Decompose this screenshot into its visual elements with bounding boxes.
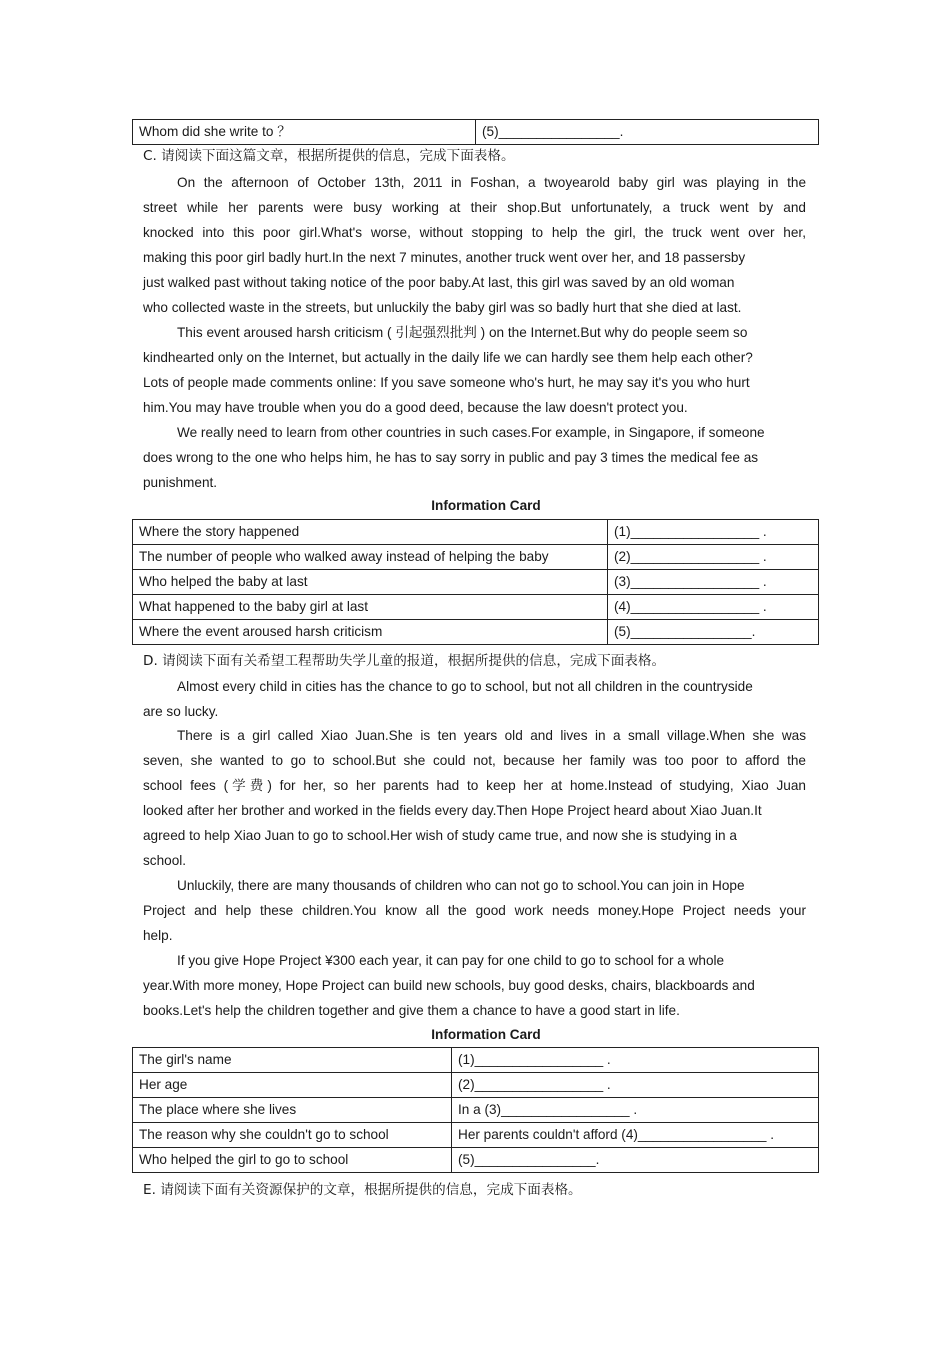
table-row: [133, 520, 819, 545]
table-row: [133, 1048, 819, 1073]
section-d-card-title: Information Card: [431, 1027, 541, 1042]
section-c-information-card: [132, 519, 819, 645]
table-answer-cell: (5)________________.: [608, 620, 819, 645]
text-line: help.: [143, 928, 173, 943]
section-d-paragraph-1: [143, 674, 806, 724]
text-line: street while her parents were busy working at their shop.But unfortunately, a truck went by and: [143, 200, 806, 215]
section-c-heading: C. 请阅读下面这篇文章，根据所提供的信息，完成下面表格。: [143, 148, 515, 164]
text-line: school fees (学费) for her, so her parents had to keep her at home.Instead of studying, Xiao Juan: [143, 778, 806, 793]
section-c-paragraph-2: [143, 320, 806, 420]
table-label-cell: Her age: [133, 1073, 452, 1098]
table-row: [133, 545, 819, 570]
text-line: year.With more money, Hope Project can build new schools, buy good desks, chairs, blackboards and: [143, 978, 755, 993]
section-d-paragraph-3: [143, 873, 806, 948]
table-label-cell: The girl's name: [133, 1048, 452, 1073]
table-row: [133, 1073, 819, 1098]
section-c-paragraph-1: [143, 170, 806, 320]
table-label-cell: The reason why she couldn't go to school: [133, 1123, 452, 1148]
table-row: [133, 570, 819, 595]
text-line: knocked into this poor girl.What's worse, without stopping to help the girl, the truck went over her,: [143, 225, 806, 240]
text-line: are so lucky.: [143, 704, 219, 719]
table-answer-cell: (5)________________.: [476, 120, 819, 145]
text-line: looked after her brother and worked in the fields every day.Then Hope Project heard about Xiao Juan.It: [143, 803, 762, 818]
table-row: [133, 620, 819, 645]
text-line: If you give Hope Project ¥300 each year, it can pay for one child to go to school for a whole: [177, 953, 725, 968]
table-label-cell: What happened to the baby girl at last: [133, 595, 608, 620]
section-d-paragraph-2: [143, 723, 806, 873]
section-d-paragraph-4: [143, 948, 806, 1023]
text-line: who collected waste in the streets, but unluckily the baby girl was so badly hurt that she died at last.: [143, 300, 742, 315]
table-label-cell: Where the story happened: [133, 520, 608, 545]
table-answer-cell: (3)_________________ .: [608, 570, 819, 595]
table-label-cell: Where the event aroused harsh criticism: [133, 620, 608, 645]
text-line: punishment.: [143, 475, 218, 490]
text-line: making this poor girl badly hurt.In the next 7 minutes, another truck went over her, and 18 passersby: [143, 250, 746, 265]
table-answer-cell: In a (3)_________________ .: [452, 1098, 819, 1123]
table-answer-cell: (2)_________________ .: [452, 1073, 819, 1098]
text-line: We really need to learn from other countries in such cases.For example, in Singapore, if someone: [177, 425, 765, 440]
table-label-cell: The place where she lives: [133, 1098, 452, 1123]
table-answer-cell: (1)_________________ .: [452, 1048, 819, 1073]
section-d-heading: D. 请阅读下面有关希望工程帮助失学儿童的报道，根据所提供的信息，完成下面表格。: [143, 653, 666, 669]
text-line: Lots of people made comments online: If you save someone who's hurt, he may say it's you who hurt: [143, 375, 750, 390]
table-answer-cell: Her parents couldn't afford (4)_________________ .: [452, 1123, 819, 1148]
text-line: him.You may have trouble when you do a good deed, because the law doesn't protect you.: [143, 400, 688, 415]
top-table: [132, 119, 819, 145]
text-line: school.: [143, 853, 187, 868]
text-line: This event aroused harsh criticism ( 引起强烈批判 ) on the Internet.But why do people seem so: [177, 325, 748, 340]
text-line: There is a girl called Xiao Juan.She is ten years old and lives in a small village.When she was: [177, 728, 806, 743]
section-c-paragraph-3: [143, 420, 806, 495]
text-line: Project and help these children.You know all the good work needs money.Hope Project needs your: [143, 903, 806, 918]
text-line: just walked past without taking notice of the poor baby.At last, this girl was saved by an old woman: [143, 275, 735, 290]
table-answer-cell: (5)________________.: [452, 1148, 819, 1173]
table-row: [133, 1098, 819, 1123]
section-c-card-title: Information Card: [431, 498, 541, 513]
text-line: kindhearted only on the Internet, but actually in the daily life we can hardly see them help each other?: [143, 350, 753, 365]
table-label-cell: Who helped the baby at last: [133, 570, 608, 595]
table-row: [133, 1148, 819, 1173]
section-e-heading: E. 请阅读下面有关资源保护的文章，根据所提供的信息，完成下面表格。: [143, 1182, 582, 1198]
text-line: On the afternoon of October 13th, 2011 in Foshan, a twoyearold baby girl was playing in the: [177, 175, 806, 190]
text-line: books.Let's help the children together and give them a chance to have a good start in life.: [143, 1003, 680, 1018]
table-label-cell: The number of people who walked away instead of helping the baby: [133, 545, 608, 570]
section-d-information-card: [132, 1047, 819, 1173]
text-line: seven, she wanted to go to school.But she could not, because her family was too poor to afford the: [143, 753, 806, 768]
text-line: does wrong to the one who helps him, he has to say sorry in public and pay 3 times the medical fee as: [143, 450, 759, 465]
text-line: Unluckily, there are many thousands of children who can not go to school.You can join in Hope: [177, 878, 745, 893]
table-answer-cell: (1)_________________ .: [608, 520, 819, 545]
table-answer-cell: (2)_________________ .: [608, 545, 819, 570]
table-label-cell: Whom did she write to ？: [133, 120, 476, 145]
text-line: agreed to help Xiao Juan to go to school.Her wish of study came true, and now she is studying in a: [143, 828, 737, 843]
text-line: Almost every child in cities has the chance to go to school, but not all children in the countryside: [177, 679, 753, 694]
table-label-cell: Who helped the girl to go to school: [133, 1148, 452, 1173]
table-row: [133, 1123, 819, 1148]
table-row: [133, 595, 819, 620]
table-row: [133, 120, 819, 145]
table-answer-cell: (4)_________________ .: [608, 595, 819, 620]
